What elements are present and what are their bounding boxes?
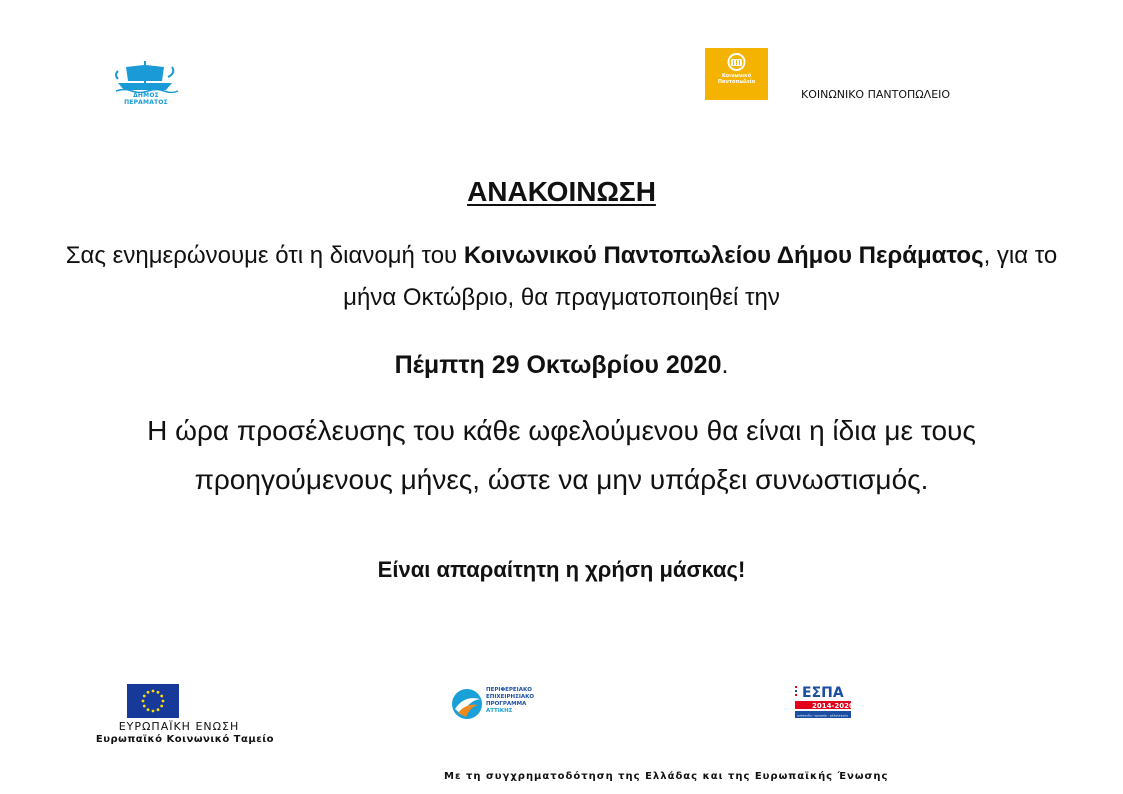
swirl-icon [450, 687, 484, 721]
announcement-title: ΑΝΑΚΟΙΝΩΣΗ [467, 176, 656, 207]
distribution-intro: Σας ενημερώνουμε ότι η διανομή του [65, 242, 464, 269]
espa-name: ΕΣΠΑ [802, 685, 844, 701]
mask-requirement-note: Είναι απαραίτητη η χρήση μάσκας! [377, 557, 746, 582]
basket-icon [725, 52, 748, 72]
distribution-date-line [60, 344, 1063, 386]
eu-flag-icon [127, 684, 179, 718]
regional-program-logo [450, 684, 550, 724]
arrival-time-paragraph: Η ώρα προσέλευσης του κάθε ωφελούμενου θα είναι η ίδια με τους προηγούμενους μήνες, ώστε να μην υπάρξει συνωστισμός. [147, 415, 976, 495]
espa-tagline: ανάπτυξη - εργασία - αλληλεγγύη [797, 713, 848, 718]
ship-icon [112, 55, 180, 93]
eu-title: ΕΥΡΩΠΑΪΚΗ ΕΝΩΣΗ [118, 720, 240, 733]
social-grocery-logo [705, 48, 768, 100]
organization-bold: Κοινωνικού Παντοπωλείου Δήμου Περάματος [463, 242, 984, 269]
eu-fund-name: Ευρωπαϊκό Κοινωνικό Ταμείο [95, 734, 275, 745]
distribution-paragraph [60, 235, 1063, 319]
espa-logo [794, 684, 854, 720]
regional-program-text: ΠΕΡΙΦΕΡΕΙΑΚΟ ΕΠΙΧΕΙΡΗΣΙΑΚΟ ΠΡΟΓΡΑΜΜΑ ΑΤΤΙΚΗΣ [486, 687, 535, 714]
distribution-date: Πέμπτη 29 Οκτωβρίου 2020 [394, 351, 722, 379]
cofunding-statement: Με τη συγχρηματοδότηση της Ελλάδας και της Ευρωπαϊκής Ένωσης [444, 771, 889, 782]
date-suffix: . [721, 351, 729, 379]
municipality-logo-caption: ΔΗΜΟΣ ΠΕΡΑΜΑΤΟΣ [124, 92, 168, 106]
social-grocery-logo-caption: Κοινωνικό Παντοπωλείο [717, 73, 756, 85]
municipality-logo [112, 55, 180, 106]
organization-name: ΚΟΙΝΩΝΙΚΟ ΠΑΝΤΟΠΩΛΕΙΟ [801, 88, 951, 101]
distribution-rest: , για το μήνα Οκτώβριο, θα πραγματοποιηθεί την [343, 242, 1058, 311]
espa-years: 2014-2020 [812, 702, 854, 710]
